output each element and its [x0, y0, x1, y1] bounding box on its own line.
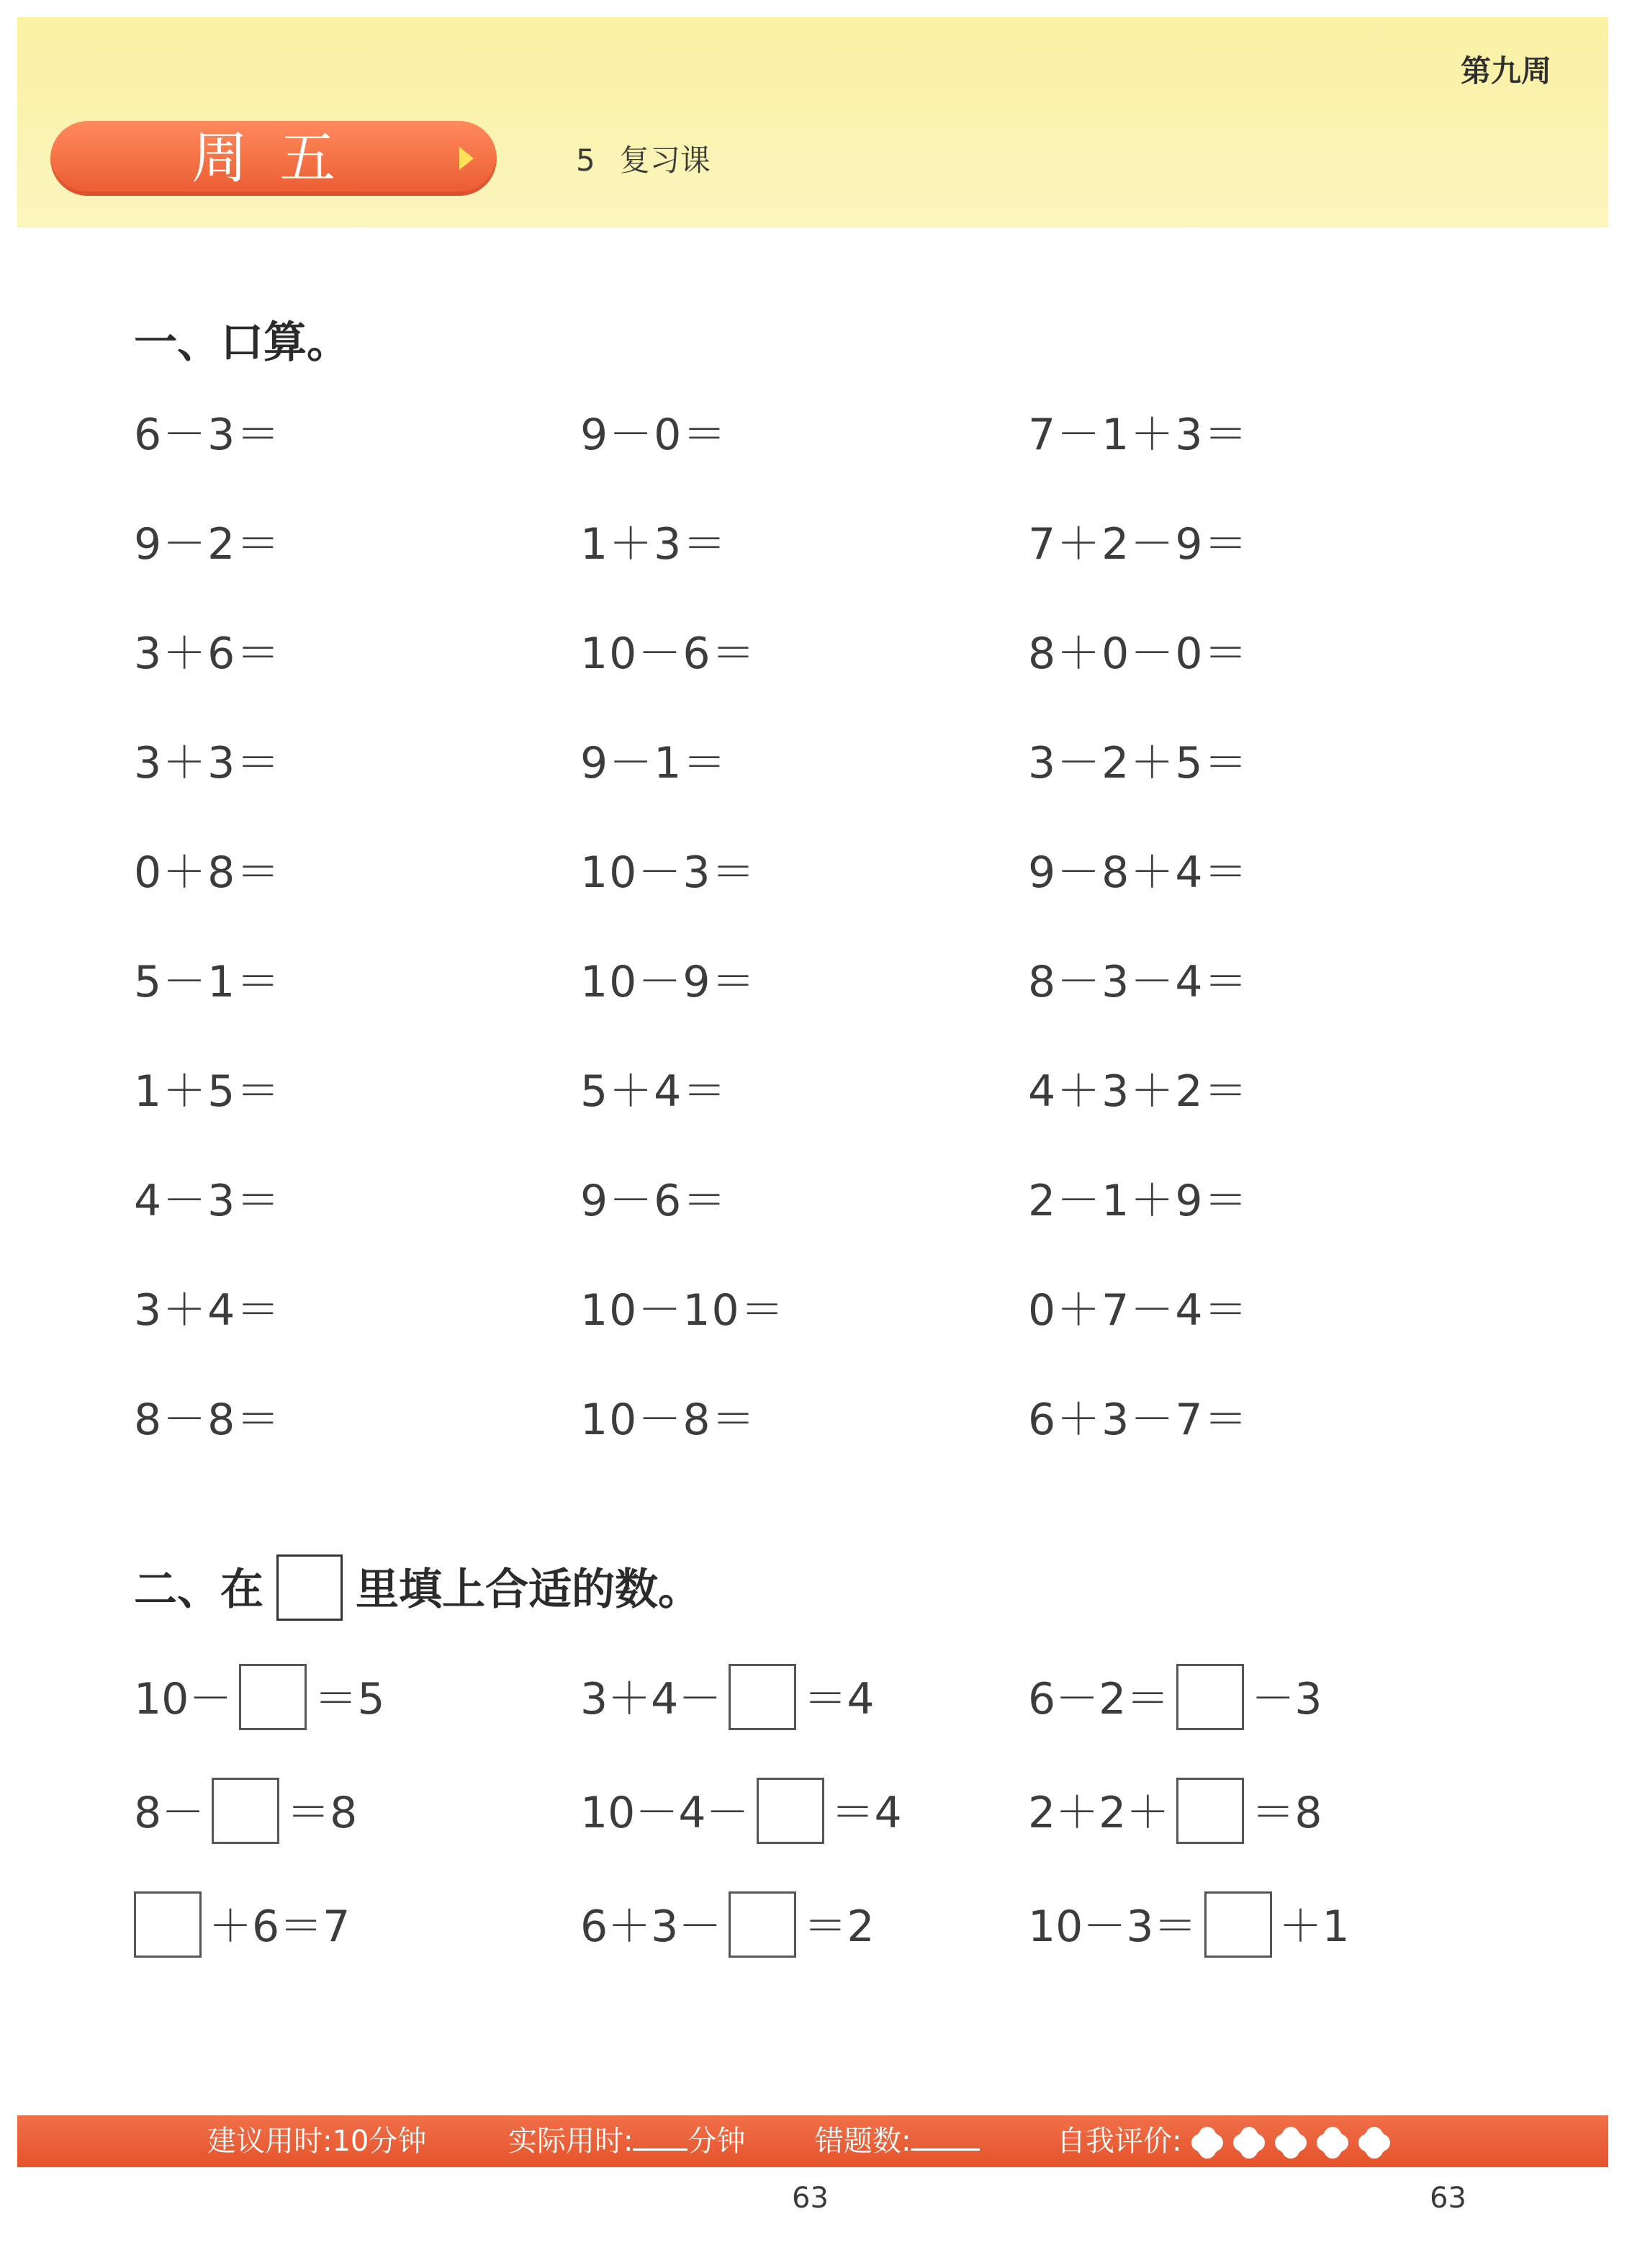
actual-time: [508, 2115, 745, 2167]
problem: 8－8＝: [134, 1395, 281, 1445]
expr-before: 10－: [134, 1674, 233, 1724]
problem: 10－6＝: [580, 629, 757, 679]
problem: 9－8＋4＝: [1028, 847, 1249, 898]
problem: 3＋3＝: [134, 738, 281, 788]
section-2-title: [134, 1555, 701, 1625]
problem: 1＋3＝: [580, 519, 728, 570]
fill-problem: [1028, 1778, 1322, 1848]
answer-box[interactable]: [1176, 1778, 1244, 1844]
error-count-blank[interactable]: [911, 2127, 980, 2151]
problem: 6－3＝: [134, 410, 281, 460]
answer-box[interactable]: [1204, 1891, 1272, 1958]
actual-time-blank[interactable]: [633, 2127, 687, 2151]
expr-before: 6＋3－: [580, 1902, 722, 1952]
answer-box[interactable]: [212, 1778, 279, 1844]
problem: 8－3－4＝: [1028, 957, 1249, 1007]
lesson-title: 复习课: [619, 143, 711, 178]
answer-box[interactable]: [729, 1891, 796, 1958]
self-evaluation: [1057, 2115, 1390, 2167]
expr-after: ＝4: [831, 1788, 902, 1838]
expr-before: 3＋4－: [580, 1674, 722, 1724]
flower-rating-icon[interactable]: [1317, 2127, 1348, 2159]
expr-after: ＝4: [803, 1674, 875, 1724]
problem: 9－6＝: [580, 1176, 728, 1226]
expr-before: 2＋2＋: [1028, 1788, 1170, 1838]
footer-band: [17, 2115, 1608, 2167]
expr-before: 10－3＝: [1028, 1902, 1197, 1952]
suggested-time: 建议用时:10分钟: [207, 2125, 427, 2158]
problem: 9－1＝: [580, 738, 728, 788]
answer-box[interactable]: [757, 1778, 824, 1844]
fill-problem: [134, 1892, 350, 1962]
problem: 7＋2－9＝: [1028, 519, 1249, 570]
problem: 10－10＝: [580, 1285, 785, 1336]
fill-problem: [580, 1892, 875, 1962]
self-eval-label: 自我评价:: [1057, 2125, 1182, 2158]
problem: 10－8＝: [580, 1395, 757, 1445]
fill-problem: [134, 1665, 385, 1734]
section-1-title: 一、口算。: [134, 318, 350, 368]
page-number-center: 63: [792, 2182, 829, 2215]
problem: 1＋5＝: [134, 1066, 281, 1117]
problem: 7－1＋3＝: [1028, 410, 1249, 460]
flower-rating-icon[interactable]: [1275, 2127, 1307, 2159]
problem: 5＋4＝: [580, 1066, 728, 1117]
expr-before: 6－2＝: [1028, 1674, 1170, 1724]
problem: 4＋3＋2＝: [1028, 1066, 1249, 1117]
problem: 9－0＝: [580, 410, 728, 460]
fill-problem: [580, 1665, 875, 1734]
expr-after: ＋6＝7: [209, 1902, 351, 1952]
lesson-number: 5: [576, 143, 595, 178]
expr-before: 10－4－: [580, 1788, 749, 1838]
problem: 6＋3－7＝: [1028, 1395, 1249, 1445]
error-count-label: 错题数:: [815, 2125, 911, 2158]
flower-rating-icon[interactable]: [1358, 2127, 1390, 2159]
section-2-title-suffix: 里填上合适的数。: [356, 1565, 701, 1615]
problem: 0＋8＝: [134, 847, 281, 898]
answer-box[interactable]: [239, 1664, 307, 1730]
problem: 3－2＋5＝: [1028, 738, 1249, 788]
expr-after: ＝8: [287, 1788, 358, 1838]
problem: 10－3＝: [580, 847, 757, 898]
problem: 3＋6＝: [134, 629, 281, 679]
answer-box[interactable]: [134, 1891, 202, 1958]
fill-problem: [1028, 1665, 1322, 1734]
flower-rating-icon[interactable]: [1233, 2127, 1265, 2159]
problem: 3＋4＝: [134, 1285, 281, 1336]
expr-after: ＝5: [314, 1674, 385, 1724]
fill-problem: [580, 1778, 902, 1848]
section-2-title-prefix: 二、在: [134, 1565, 263, 1615]
expr-before: 8－: [134, 1788, 205, 1838]
problem: 4－3＝: [134, 1176, 281, 1226]
error-count: [815, 2115, 980, 2167]
problem: 5－1＝: [134, 957, 281, 1007]
day-label: 周五: [191, 126, 368, 191]
actual-time-label: 实际用时:: [508, 2125, 634, 2158]
blank-box-icon: [276, 1554, 343, 1621]
problem: 2－1＋9＝: [1028, 1176, 1249, 1226]
fill-problem: [134, 1778, 357, 1848]
play-arrow-icon: [459, 147, 474, 170]
day-banner: [50, 121, 497, 196]
fill-problem: [1028, 1892, 1350, 1962]
expr-after: ＝8: [1251, 1788, 1322, 1838]
problem: 0＋7－4＝: [1028, 1285, 1249, 1336]
flower-rating-icon[interactable]: [1191, 2127, 1223, 2159]
lesson-heading: [576, 137, 711, 180]
problem: 10－9＝: [580, 957, 757, 1007]
actual-time-unit: 分钟: [687, 2125, 746, 2158]
expr-after: ＋1: [1279, 1902, 1350, 1952]
page-number-right: 63: [1430, 2182, 1466, 2215]
answer-box[interactable]: [729, 1664, 796, 1730]
problem: 8＋0－0＝: [1028, 629, 1249, 679]
expr-after: ＝2: [803, 1902, 875, 1952]
answer-box[interactable]: [1176, 1664, 1244, 1730]
expr-after: －3: [1251, 1674, 1322, 1724]
week-label: 第九周: [1460, 53, 1551, 89]
problem: 9－2＝: [134, 519, 281, 570]
